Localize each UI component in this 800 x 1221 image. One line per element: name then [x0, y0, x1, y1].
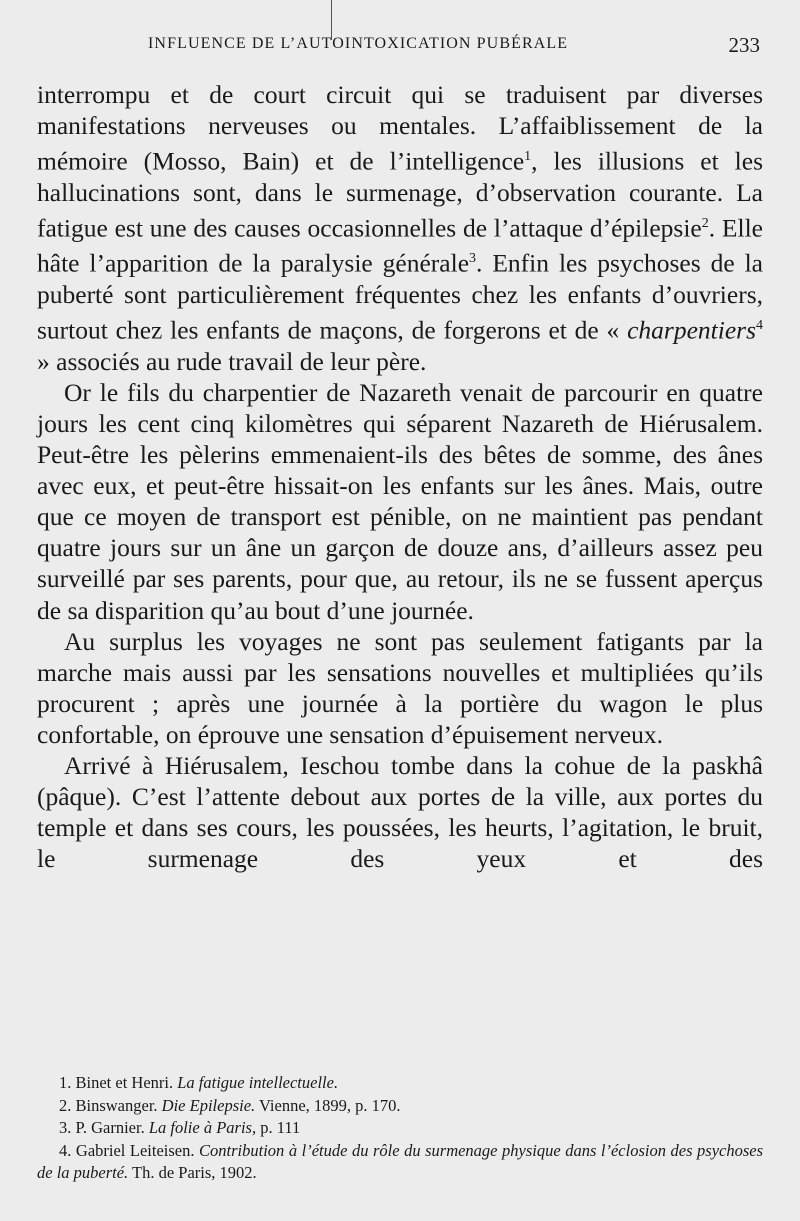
footnote-author: P. Garnier.: [75, 1118, 145, 1137]
paragraph-1-italic: charpentiers: [627, 315, 756, 345]
footnote-author: Gabriel Leiteisen.: [75, 1140, 195, 1160]
footnote-rest: Th. de Paris, 1902.: [132, 1163, 257, 1182]
footnote-ref-4: 4: [756, 318, 763, 334]
footnote-rest: p. 111: [260, 1118, 301, 1137]
footnote-title: La folie à Paris,: [148, 1118, 257, 1137]
paragraph-1-text-d: . Enfin les psychoses de la puberté sont particulièrement fréquentes chez les enfants d’ouvriers, surtout chez les enfants de maçons, de forgerons et de «: [37, 248, 763, 345]
paragraph-2: Or le fils du charpentier de Nazareth venait de parcourir en quatre jours les cent cinq kilomètres qui séparent Nazareth de Hiérusalem. Peut-être les pèlerins emmenaient-ils des bêtes de somme, des ânes avec eux, et peut-être hissait-on les enfants sur les ânes. Mais, outre que ce moyen de transport est pénible, on ne maintient pas pendant quatre jours sur un âne un garçon de douze ans, d’ailleurs assez peu surveillé par ses parents, pour que, au retour, ils ne se fussent aperçus de sa disparition qu’au bout d’une journée.: [37, 377, 763, 625]
footnote-2: [37, 1095, 763, 1118]
paragraph-1-text-c: . Elle hâte l’apparition de la paralysie générale: [37, 213, 763, 278]
paragraph-3: Au surplus les voyages ne sont pas seulement fatigants par la marche mais aussi par les sensations nouvelles et multipliées qu’ils procurent ; après une journée à la portière du wagon le plus confortable, on éprouve une sensation d’épuisement nerveux.: [37, 626, 763, 749]
page-number: 233: [728, 33, 760, 57]
footnote-author: Binet et Henri.: [75, 1073, 174, 1092]
footnote-number: 4.: [59, 1140, 72, 1160]
running-title: INFLUENCE DE L’AUTOINTOXICATION PUBÉRALE: [148, 35, 569, 52]
body-text: [37, 79, 763, 874]
footnote-number: 2.: [59, 1095, 72, 1115]
footnote-4: [37, 1140, 763, 1185]
footnote-title: Die Epilepsie.: [161, 1095, 256, 1115]
paragraph-1-text-b: , les illusions et les hallucinations sont, dans le surmenage, d’observation courante. La fatigue est une des causes occasionnelles de l’attaque d’épilepsie: [37, 146, 763, 243]
page-header: [148, 33, 760, 59]
footnote-rest: Vienne, 1899, p. 170.: [258, 1095, 401, 1115]
footnote-ref-2: 2: [701, 215, 709, 231]
footnote-ref-1: 1: [524, 149, 532, 165]
footnote-number: 3.: [59, 1118, 72, 1137]
paragraph-4: Arrivé à Hiérusalem, Ieschou tombe dans la cohue de la paskhâ (pâque). C’est l’attente debout aux portes de la ville, aux portes du temple et dans ses cours, les poussées, les heurts, l’agitation, le bruit, le surmenage des yeux et des: [37, 750, 763, 874]
paragraph-1-text-a: interrompu et de court circuit qui se traduisent par diverses manifestations nerveuses ou mentales. L’affaiblissement de la mémoire (Mosso, Bain) et de l’intelligence: [37, 80, 763, 176]
footnote-author: Binswanger.: [75, 1095, 158, 1115]
footnote-3: [37, 1117, 763, 1140]
footnote-1: [37, 1072, 763, 1095]
footnote-title: Contribution à l’étude du rôle du surmenage physique dans l’éclosion des psychoses de la puberté.: [37, 1140, 764, 1182]
footnote-number: 1.: [59, 1073, 72, 1092]
footnote-ref-3: 3: [469, 251, 477, 267]
paragraph-1-text-e: » associés au rude travail de leur père.: [37, 346, 427, 376]
paragraph-1: [37, 79, 763, 377]
footnotes: [37, 1072, 763, 1185]
footnote-title: La fatigue intellectuelle.: [177, 1073, 339, 1092]
